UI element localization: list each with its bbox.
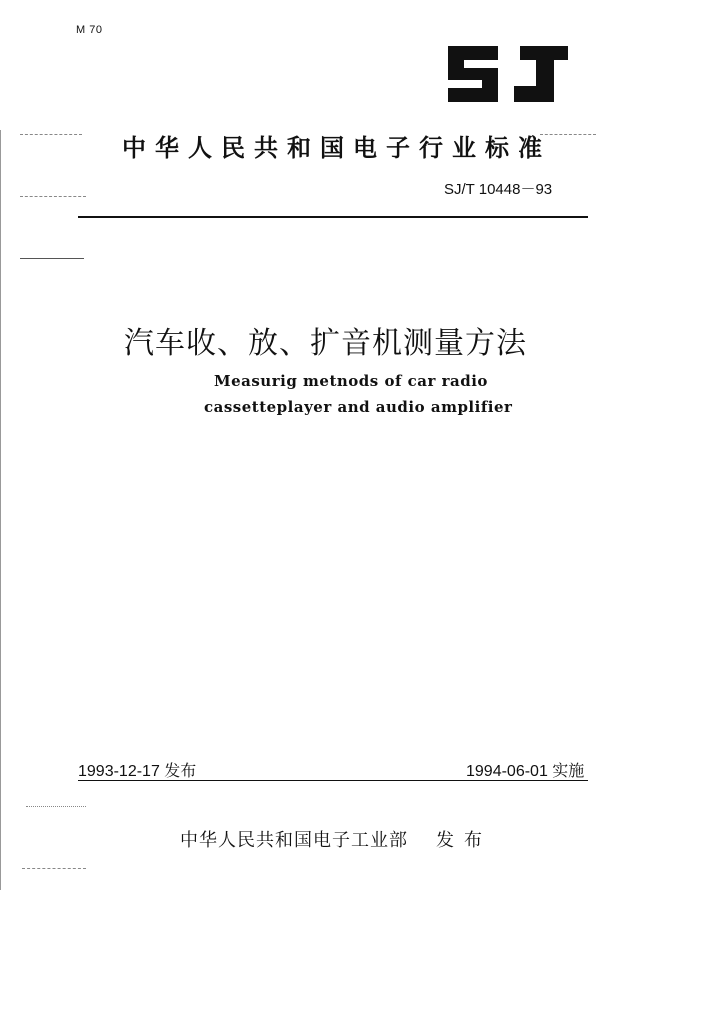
issuing-authority: 中华人民共和国电子工业部 (180, 830, 408, 851)
scan-artifact-line (22, 868, 86, 869)
scan-edge-line (0, 130, 1, 890)
sj-logo (440, 40, 572, 108)
scan-artifact-line (20, 196, 86, 197)
document-title: 汽车收、放、扩音机测量方法 (124, 326, 527, 361)
issue-date: 1993-12-17 发布 (78, 763, 197, 780)
english-title-line-1: Measurig metnods of car radio (214, 372, 488, 390)
scan-artifact-line (26, 806, 86, 807)
corner-code: M 70 (76, 24, 103, 36)
implementation-date: 1994-06-01 实施 (466, 763, 585, 780)
scan-artifact-line (20, 258, 84, 259)
english-title-line-2: cassetteplayer and audio amplifier (204, 398, 513, 416)
standard-type: 中华人民共和国电子行业标准 (122, 134, 551, 162)
footer-divider (78, 780, 588, 781)
header-divider (78, 216, 588, 218)
issue-verb: 发布 (436, 830, 492, 851)
standard-number: SJ/T 10448－93 (444, 181, 553, 198)
scan-artifact-line (20, 134, 82, 135)
